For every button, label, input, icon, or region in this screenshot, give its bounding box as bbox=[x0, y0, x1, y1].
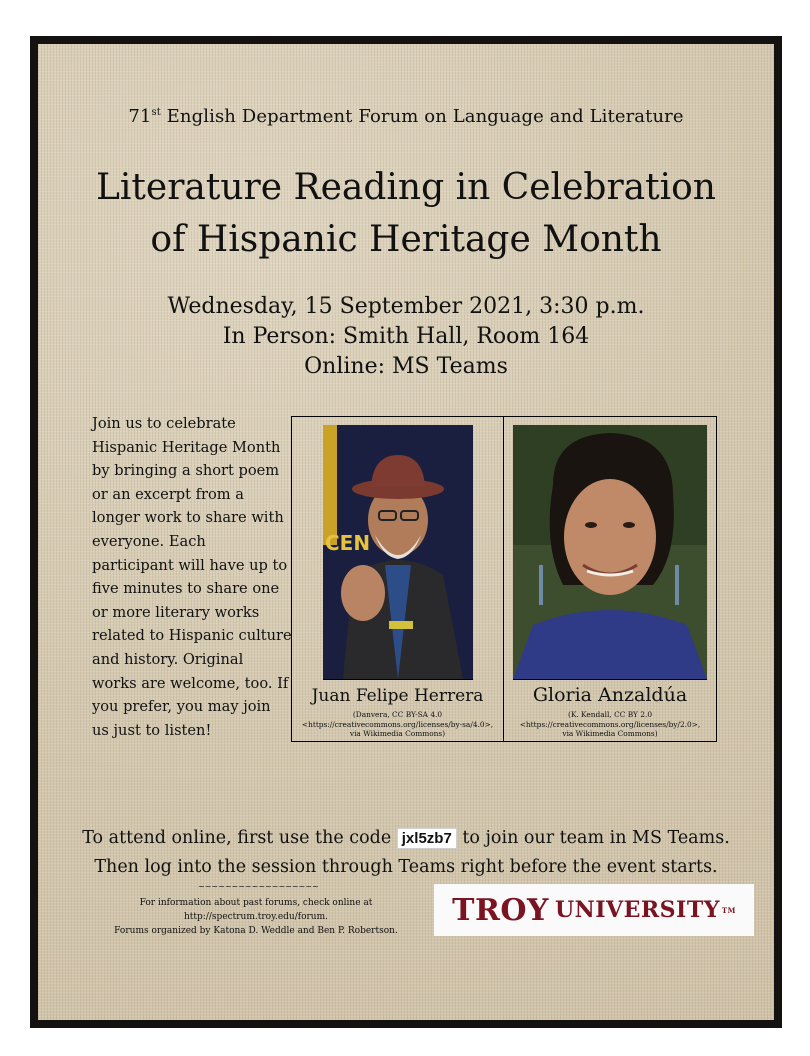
author-photo-table bbox=[291, 416, 717, 742]
footer-info-line-1: For information about past forums, check online at bbox=[139, 898, 373, 908]
intro-text: Join us to celebrate Hispanic Heritage Month by bringing a short poem or an excerpt from a longer work to share with everyone. Each participant will have up to five minutes to share one or more literary works related to Hispanic culture and history. Original works are welcome, too. If you prefer, you may join us just to listen! bbox=[92, 415, 292, 739]
event-date-time: Wednesday, 15 September 2021, 3:30 p.m. bbox=[167, 294, 645, 319]
forum-number: 71 bbox=[128, 106, 152, 127]
attend-line-1 bbox=[38, 824, 774, 853]
forum-archive-link[interactable]: http://spectrum.troy.edu/forum. bbox=[184, 912, 328, 922]
footer-info bbox=[96, 896, 416, 938]
attend-text-before-code: To attend online, first use the code bbox=[82, 828, 392, 848]
title-line-2: of Hispanic Heritage Month bbox=[150, 219, 662, 260]
logo-trademark: TM bbox=[721, 905, 736, 915]
author-photo-anzaldua bbox=[513, 425, 707, 680]
flyer bbox=[30, 36, 782, 1028]
attend-line-2: Then log into the session through Teams right before the event starts. bbox=[94, 857, 718, 877]
author-cell-herrera bbox=[292, 417, 504, 741]
page-title bbox=[38, 162, 774, 266]
event-online: Online: MS Teams bbox=[304, 354, 508, 379]
title-line-1: Literature Reading in Celebration bbox=[96, 167, 716, 208]
author-photo-herrera bbox=[323, 425, 473, 680]
svg-text:CEN: CEN bbox=[324, 531, 370, 555]
photo-credit-herrera: (Danvera, CC BY-SA 4.0 <https://creativecommons.org/licenses/by-sa/4.0>, via Wikimedia Commons) bbox=[301, 710, 494, 738]
forum-heading bbox=[38, 106, 774, 127]
logo-word-university: UNIVERSITY bbox=[554, 897, 720, 923]
footer-organizers: Forums organized by Katona D. Weddle and Ben P. Robertson. bbox=[114, 926, 398, 936]
author-name-anzaldua: Gloria Anzaldúa bbox=[532, 684, 688, 706]
attend-instructions bbox=[38, 824, 774, 881]
forum-number-suffix: st bbox=[151, 107, 161, 118]
photo-credit-anzaldua: (K. Kendall, CC BY 2.0 <https://creativecommons.org/licenses/by/2.0>, via Wikimedia Commons) bbox=[519, 710, 701, 738]
troy-university-logo bbox=[434, 884, 754, 936]
attend-text-after-code: to join our team in MS Teams. bbox=[462, 828, 730, 848]
teams-join-code: jxl5zb7 bbox=[397, 828, 457, 849]
logo-word-troy: TROY bbox=[452, 892, 549, 928]
event-details bbox=[38, 292, 774, 382]
author-cell-anzaldua bbox=[504, 417, 716, 741]
footer-divider: ~~~~~~~~~~~~~~~~~~ bbox=[198, 882, 319, 891]
event-location: In Person: Smith Hall, Room 164 bbox=[222, 324, 590, 349]
forum-name: English Department Forum on Language and Literature bbox=[166, 106, 684, 127]
author-name-herrera: Juan Felipe Herrera bbox=[311, 686, 484, 706]
